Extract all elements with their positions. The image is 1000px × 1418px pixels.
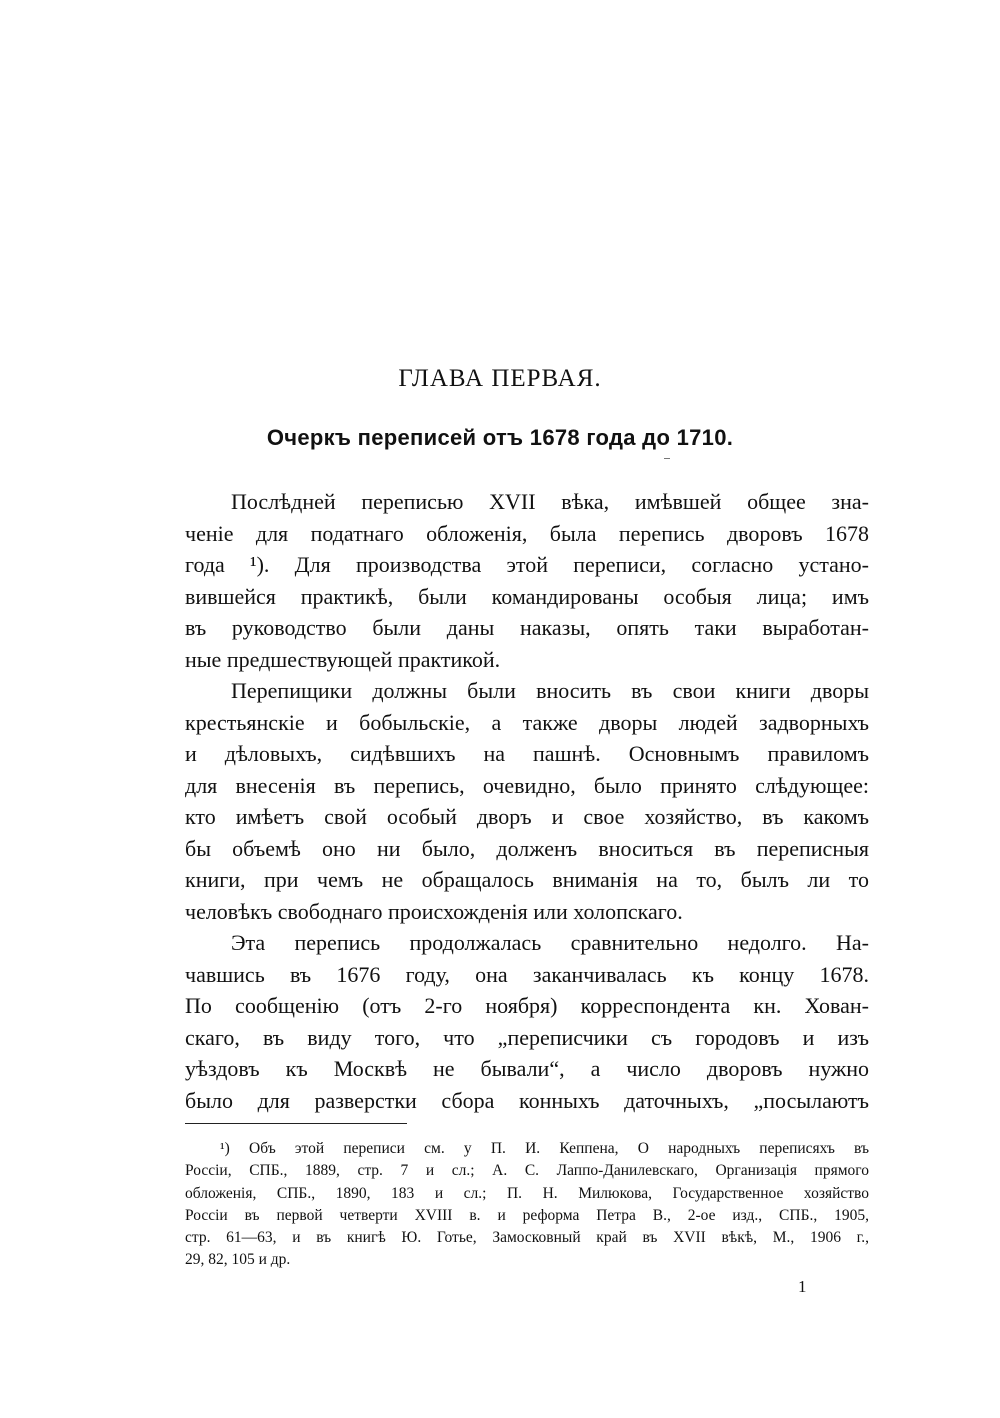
footnotes bbox=[185, 1138, 869, 1272]
text-line: крестьянскіе и бобыльскіе, а также дворы людей задворныхъ bbox=[185, 709, 869, 735]
text-line: для внесенія въ перепись, очевидно, было принято слѣдующее: bbox=[185, 772, 869, 798]
body-text bbox=[185, 486, 869, 1116]
text-line: уѣздовъ къ Москвѣ не бывали“, а число дворовъ нужно bbox=[185, 1056, 869, 1081]
text-line: ченіе для податнаго обложенія, была перепись дворовъ 1678 bbox=[185, 520, 869, 546]
text-line: Перепищики должны были вносить въ свои книги дворы bbox=[231, 678, 869, 703]
footnote-line: ¹) Объ этой переписи см. у П. И. Кеппена, О народныхъ переписяхъ въ bbox=[220, 1140, 869, 1157]
text-line: и дѣловыхъ, сидѣвшихъ на пашнѣ. Основнымъ правиломъ bbox=[185, 741, 869, 766]
text-line: Послѣдней переписью XVII вѣка, имѣвшей общее зна- bbox=[231, 489, 869, 514]
text-line: чавшись въ 1676 году, она заканчивалась къ концу 1678. bbox=[185, 961, 869, 987]
text-line: бы объемѣ оно ни было, долженъ вноситься въ переписныя bbox=[185, 835, 869, 861]
text-line: человѣкъ свободнаго происхожденія или холопскаго. bbox=[185, 898, 683, 924]
footnote-line: обложенія, СПБ., 1890, 183 и сл.; П. Н. Милюкова, Государственное хозяйство bbox=[185, 1184, 869, 1202]
chapter-subtitle: Очеркъ переписей отъ 1678 года до 1710. bbox=[266, 425, 734, 450]
footnote-separator bbox=[185, 1123, 407, 1124]
page-number: 1 bbox=[798, 1277, 807, 1296]
footnote-line: Россіи, СПБ., 1889, стр. 7 и сл.; А. С. Лаппо-Данилевскаго, Организація прямого bbox=[185, 1162, 869, 1180]
footnote-line: стр. 61—63, и въ книгѣ Ю. Готье, Замосковный край въ XVII вѣкѣ, М., 1906 г., bbox=[185, 1229, 869, 1247]
footnote-line: 29, 82, 105 и др. bbox=[185, 1251, 291, 1269]
text-line: скаго, въ виду того, что „переписчики съ городовъ и изъ bbox=[185, 1024, 869, 1050]
chapter-heading: ГЛАВА ПЕРВАЯ. bbox=[398, 365, 602, 392]
text-line: вившейся практикѣ, были командированы особыя лица; имъ bbox=[185, 583, 869, 609]
text-line: Эта перепись продолжалась сравнительно недолго. На- bbox=[231, 930, 869, 955]
text-line: года ¹). Для производства этой переписи, согласно устано- bbox=[185, 552, 869, 577]
text-line: кто имѣетъ свой особый дворъ и свое хозяйство, въ какомъ bbox=[185, 804, 869, 829]
text-line: было для разверстки сбора конныхъ даточныхъ, „посылаютъ bbox=[185, 1087, 869, 1113]
text-line: ные предшествующей практикой. bbox=[185, 646, 501, 672]
print-mark bbox=[664, 458, 670, 459]
text-line: въ руководство были даны наказы, опять таки выработан- bbox=[185, 615, 869, 640]
text-line: книги, при чемъ не обращалось вниманія на то, былъ ли то bbox=[185, 867, 869, 892]
footnote-line: Россіи въ первой четверти XVIII в. и реформа Петра В., 2-ое изд., СПБ., 1905, bbox=[185, 1206, 869, 1224]
text-line: По сообщенію (отъ 2-го ноября) корреспондента кн. Хован- bbox=[185, 993, 869, 1018]
